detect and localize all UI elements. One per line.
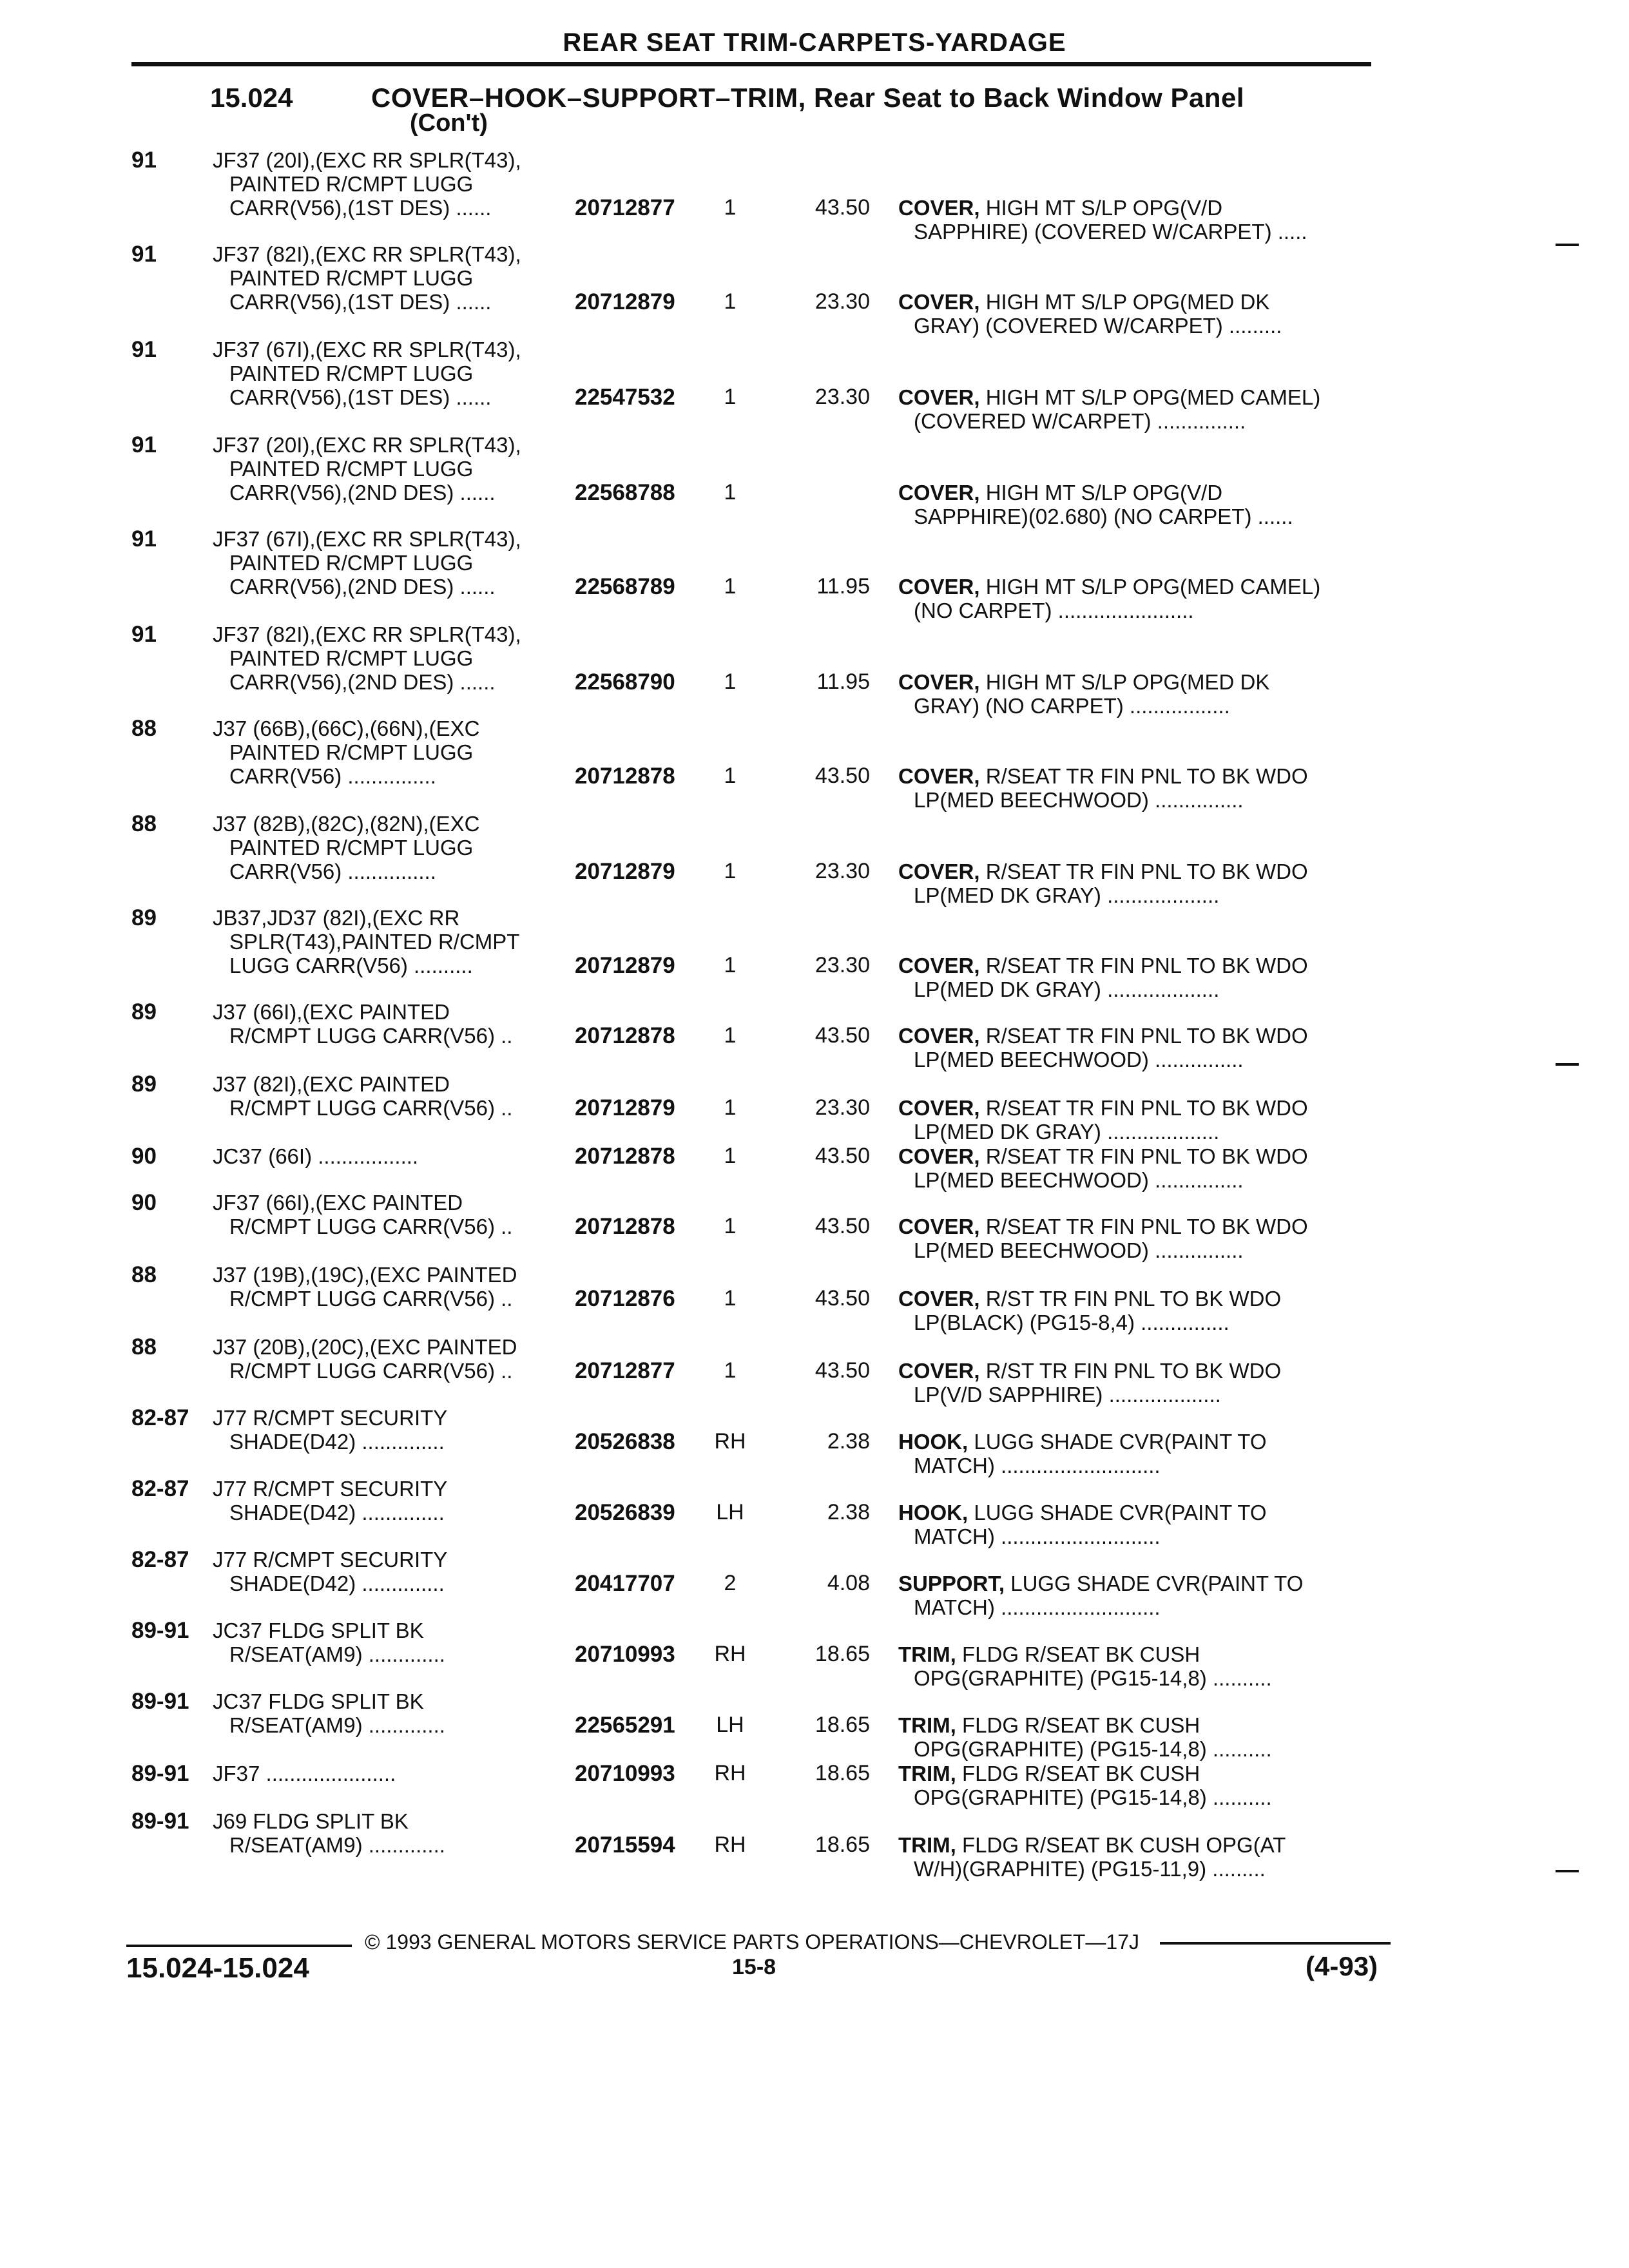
part-name-line: LP(V/D SAPPHIRE) ...................	[914, 1383, 1221, 1407]
part-number: 20710993	[575, 1761, 675, 1786]
part-name-text: LUGG SHADE CVR(PAINT TO	[974, 1430, 1267, 1454]
part-number: 22568789	[575, 574, 675, 599]
part-number: 22565291	[575, 1713, 675, 1738]
price: 23.30	[815, 289, 870, 314]
part-name-line: LP(MED BEECHWOOD) ...............	[914, 1048, 1244, 1072]
part-name-line: LP(MED DK GRAY) ...................	[914, 977, 1220, 1001]
description-line: J37 (19B),(19C),(EXC PAINTED	[213, 1263, 517, 1287]
part-name	[898, 1762, 1375, 1809]
price: 43.50	[815, 1023, 870, 1048]
description-line: PAINTED R/CMPT LUGG	[229, 836, 474, 860]
description-line: J77 R/CMPT SECURITY	[213, 1477, 448, 1501]
description-line: CARR(V56) ...............	[229, 764, 436, 788]
application-description	[213, 812, 574, 883]
price: 23.30	[815, 385, 870, 409]
part-name-line: GRAY) (NO CARPET) .................	[914, 694, 1230, 718]
part-name-text: R/SEAT TR FIN PNL TO BK WDO	[985, 1024, 1308, 1048]
quantity: 1	[724, 1358, 737, 1383]
part-name-line	[898, 1144, 1375, 1168]
description-line: JC37 FLDG SPLIT BK	[213, 1619, 424, 1642]
price: 23.30	[815, 953, 870, 977]
part-name-line: (NO CARPET) .......................	[914, 599, 1194, 622]
description-line: JF37 (82I),(EXC RR SPLR(T43),	[213, 242, 521, 266]
part-number: 22568788	[575, 480, 675, 505]
description-line: J77 R/CMPT SECURITY	[213, 1406, 448, 1430]
application-description	[213, 1144, 574, 1168]
footer-section-range: 15.024-15.024	[126, 1952, 309, 1984]
description-line: LUGG CARR(V56) ..........	[229, 954, 473, 977]
part-name	[898, 1215, 1375, 1262]
model-year: 88	[131, 811, 157, 836]
description-line: R/SEAT(AM9) .............	[229, 1833, 445, 1857]
quantity: RH	[714, 1429, 746, 1454]
footer-page-number: 15-8	[732, 1955, 776, 1979]
quantity: 1	[724, 480, 737, 505]
part-name-text: HIGH MT S/LP OPG(MED CAMEL)	[985, 385, 1321, 409]
part-name-text: R/SEAT TR FIN PNL TO BK WDO	[985, 954, 1308, 977]
part-number: 22568790	[575, 669, 675, 695]
part-name-keyword: HOOK,	[898, 1430, 969, 1454]
part-name-keyword: COVER,	[898, 1359, 980, 1383]
part-name	[898, 1833, 1375, 1881]
part-number: 20526838	[575, 1429, 675, 1454]
section-continued: (Con't)	[410, 110, 488, 137]
description-line: PAINTED R/CMPT LUGG	[229, 551, 474, 575]
model-year: 82-87	[131, 1405, 189, 1430]
description-line: JF37 (66I),(EXC PAINTED	[213, 1191, 463, 1215]
model-year: 88	[131, 1262, 157, 1287]
part-name-line	[898, 385, 1375, 409]
quantity: 1	[724, 195, 737, 220]
part-number: 20712879	[575, 1095, 675, 1120]
part-name-line	[898, 1833, 1375, 1857]
application-description	[213, 242, 574, 314]
application-description	[213, 1477, 574, 1524]
section-title: COVER–HOOK–SUPPORT–TRIM, Rear Seat to Back Window Panel	[371, 82, 1245, 113]
part-name-line	[898, 1571, 1375, 1595]
model-year: 91	[131, 622, 157, 647]
description-line: PAINTED R/CMPT LUGG	[229, 172, 474, 196]
part-name-line: OPG(GRAPHITE) (PG15-14,8) ..........	[914, 1785, 1272, 1809]
quantity: RH	[714, 1761, 746, 1785]
part-number: 20712878	[575, 1144, 675, 1169]
description-line: SPLR(T43),PAINTED R/CMPT	[229, 930, 520, 954]
quantity: 1	[724, 1214, 737, 1238]
part-number: 20715594	[575, 1832, 675, 1858]
description-line: CARR(V56),(2ND DES) ......	[229, 481, 496, 505]
part-name-text: FLDG R/SEAT BK CUSH	[962, 1642, 1200, 1666]
part-name-text: R/SEAT TR FIN PNL TO BK WDO	[985, 764, 1308, 788]
part-name	[898, 1430, 1375, 1477]
model-year: 91	[131, 242, 157, 267]
quantity: LH	[716, 1713, 744, 1737]
part-name-line: GRAY) (COVERED W/CARPET) .........	[914, 314, 1282, 338]
description-line: CARR(V56) ...............	[229, 860, 436, 883]
part-name	[898, 575, 1375, 622]
price: 4.08	[827, 1571, 870, 1595]
description-line: CARR(V56),(2ND DES) ......	[229, 670, 496, 694]
part-name-text: HIGH MT S/LP OPG(V/D	[985, 481, 1223, 505]
description-line: CARR(V56),(1ST DES) ......	[229, 196, 492, 220]
description-line: R/CMPT LUGG CARR(V56) ..	[229, 1287, 513, 1311]
part-name	[898, 1287, 1375, 1334]
model-year: 82-87	[131, 1476, 189, 1501]
application-description	[213, 1689, 574, 1737]
part-name-keyword: COVER,	[898, 290, 980, 314]
model-year: 91	[131, 337, 157, 362]
price: 43.50	[815, 1214, 870, 1238]
part-name-text: FLDG R/SEAT BK CUSH	[962, 1762, 1200, 1785]
part-name-line: MATCH) ...........................	[914, 1524, 1161, 1548]
part-name-line	[898, 860, 1375, 883]
description-line: J37 (66B),(66C),(66N),(EXC	[213, 716, 480, 740]
application-description	[213, 527, 574, 599]
description-line: J37 (82I),(EXC PAINTED	[213, 1072, 450, 1096]
part-name-keyword: COVER,	[898, 1096, 980, 1120]
description-line: J37 (20B),(20C),(EXC PAINTED	[213, 1335, 517, 1359]
part-name	[898, 481, 1375, 528]
price: 43.50	[815, 764, 870, 788]
part-name-keyword: COVER,	[898, 385, 980, 409]
application-description	[213, 906, 574, 977]
quantity: 1	[724, 1023, 737, 1048]
part-name-line: LP(MED DK GRAY) ...................	[914, 883, 1220, 907]
quantity: LH	[716, 1500, 744, 1524]
price: 11.95	[816, 574, 870, 599]
part-name	[898, 670, 1375, 718]
part-name-line	[898, 575, 1375, 599]
part-name-keyword: COVER,	[898, 1024, 980, 1048]
quantity: 1	[724, 385, 737, 409]
price: 23.30	[815, 859, 870, 883]
part-name-line	[898, 1359, 1375, 1383]
part-name-text: LUGG SHADE CVR(PAINT TO	[1010, 1571, 1304, 1595]
part-name	[898, 764, 1375, 812]
part-name-keyword: COVER,	[898, 670, 980, 694]
part-name-line: LP(BLACK) (PG15-8,4) ...............	[914, 1311, 1229, 1334]
model-year: 90	[131, 1190, 157, 1215]
part-number: 20712878	[575, 1214, 675, 1239]
description-line: JC37 (66I) .................	[213, 1144, 419, 1168]
part-name-text: R/ST TR FIN PNL TO BK WDO	[985, 1287, 1282, 1311]
price: 43.50	[815, 1144, 870, 1168]
description-line: J37 (66I),(EXC PAINTED	[213, 1000, 450, 1024]
part-name	[898, 954, 1375, 1001]
part-name-text: HIGH MT S/LP OPG(V/D	[985, 196, 1223, 220]
quantity: 1	[724, 669, 737, 694]
description-line: CARR(V56),(1ST DES) ......	[229, 385, 492, 409]
footer-date: (4-93)	[1306, 1951, 1378, 1981]
part-name-line	[898, 1713, 1375, 1737]
page-header-title: REAR SEAT TRIM-CARPETS-YARDAGE	[563, 28, 1066, 57]
part-name-line	[898, 481, 1375, 505]
part-name-line	[898, 670, 1375, 694]
description-line: PAINTED R/CMPT LUGG	[229, 457, 474, 481]
part-name	[898, 1501, 1375, 1548]
description-line: J77 R/CMPT SECURITY	[213, 1548, 448, 1571]
model-year: 91	[131, 148, 157, 173]
quantity: 1	[724, 1144, 737, 1168]
part-name-line	[898, 1096, 1375, 1120]
application-description	[213, 1619, 574, 1666]
part-name-line: SAPPHIRE)(02.680) (NO CARPET) ......	[914, 505, 1293, 528]
model-year: 89	[131, 905, 157, 930]
part-number: 20712877	[575, 1358, 675, 1383]
part-name-text: FLDG R/SEAT BK CUSH	[962, 1713, 1200, 1737]
part-name	[898, 385, 1375, 433]
footer-copyright: © 1993 GENERAL MOTORS SERVICE PARTS OPERATIONS—CHEVROLET—17J	[365, 1930, 1139, 1954]
part-name-text: FLDG R/SEAT BK CUSH OPG(AT	[962, 1833, 1286, 1857]
description-line: SHADE(D42) ..............	[229, 1430, 445, 1454]
part-name	[898, 290, 1375, 338]
part-name-line: MATCH) ...........................	[914, 1454, 1161, 1477]
quantity: 1	[724, 953, 737, 977]
part-name-line: OPG(GRAPHITE) (PG15-14,8) ..........	[914, 1666, 1272, 1690]
part-name-text: HIGH MT S/LP OPG(MED DK	[985, 670, 1270, 694]
section-number: 15.024	[210, 82, 293, 113]
part-name	[898, 196, 1375, 244]
application-description	[213, 1809, 574, 1857]
model-year: 88	[131, 1334, 157, 1360]
part-number: 20712879	[575, 953, 675, 978]
part-number: 20712877	[575, 195, 675, 220]
part-name-line: LP(MED BEECHWOOD) ...............	[914, 1238, 1244, 1262]
application-description	[213, 1406, 574, 1454]
part-name	[898, 1359, 1375, 1407]
price: 11.95	[816, 669, 870, 694]
application-description	[213, 1548, 574, 1595]
model-year: 89-91	[131, 1618, 189, 1643]
part-name	[898, 1571, 1375, 1619]
price: 43.50	[815, 1358, 870, 1383]
part-name-line	[898, 290, 1375, 314]
part-number: 20710993	[575, 1642, 675, 1667]
part-name-line	[898, 1215, 1375, 1238]
model-year: 89-91	[131, 1809, 189, 1834]
footer-rule-left	[126, 1945, 352, 1947]
quantity: 1	[724, 859, 737, 883]
part-name-line	[898, 764, 1375, 788]
model-year: 89	[131, 999, 157, 1024]
price: 18.65	[815, 1642, 870, 1666]
part-name	[898, 860, 1375, 907]
part-name-text: R/SEAT TR FIN PNL TO BK WDO	[985, 1096, 1308, 1120]
part-name-keyword: COVER,	[898, 860, 980, 883]
application-description	[213, 716, 574, 788]
description-line: JF37 ......................	[213, 1762, 396, 1785]
part-name-text: R/SEAT TR FIN PNL TO BK WDO	[985, 1144, 1308, 1168]
part-name-text: HIGH MT S/LP OPG(MED DK	[985, 290, 1270, 314]
application-description	[213, 622, 574, 694]
part-name-keyword: TRIM,	[898, 1642, 956, 1666]
part-name-line: LP(MED DK GRAY) ...................	[914, 1120, 1220, 1144]
part-name-line: OPG(GRAPHITE) (PG15-14,8) ..........	[914, 1737, 1272, 1761]
application-description	[213, 1000, 574, 1048]
description-line: JF37 (67I),(EXC RR SPLR(T43),	[213, 527, 521, 551]
application-description	[213, 1072, 574, 1120]
part-name	[898, 1642, 1375, 1690]
part-number: 20417707	[575, 1571, 675, 1596]
part-name-line: MATCH) ...........................	[914, 1595, 1161, 1619]
part-number: 20712879	[575, 859, 675, 884]
quantity: 1	[724, 574, 737, 599]
model-year: 89-91	[131, 1761, 189, 1786]
description-line: JF37 (67I),(EXC RR SPLR(T43),	[213, 338, 521, 361]
footer-rule-right	[1160, 1942, 1391, 1945]
model-year: 89-91	[131, 1689, 189, 1714]
description-line: JF37 (20I),(EXC RR SPLR(T43),	[213, 433, 521, 457]
part-name-keyword: TRIM,	[898, 1762, 956, 1785]
part-name-keyword: HOOK,	[898, 1501, 969, 1524]
price: 18.65	[815, 1713, 870, 1737]
description-line: PAINTED R/CMPT LUGG	[229, 361, 474, 385]
description-line: R/CMPT LUGG CARR(V56) ..	[229, 1024, 513, 1048]
part-name	[898, 1024, 1375, 1072]
part-name-line	[898, 1501, 1375, 1524]
part-name-line	[898, 1287, 1375, 1311]
quantity: 1	[724, 1095, 737, 1120]
part-name-keyword: COVER,	[898, 1287, 980, 1311]
description-line: R/CMPT LUGG CARR(V56) ..	[229, 1359, 513, 1383]
description-line: JB37,JD37 (82I),(EXC RR	[213, 906, 460, 930]
application-description	[213, 1762, 574, 1785]
application-description	[213, 148, 574, 220]
description-line: PAINTED R/CMPT LUGG	[229, 740, 474, 764]
quantity: RH	[714, 1642, 746, 1666]
application-description	[213, 1263, 574, 1311]
description-line: R/CMPT LUGG CARR(V56) ..	[229, 1096, 513, 1120]
part-name-line	[898, 196, 1375, 220]
part-name-keyword: SUPPORT,	[898, 1571, 1005, 1595]
price: 2.38	[827, 1429, 870, 1454]
price: 18.65	[815, 1761, 870, 1785]
part-name-line: LP(MED BEECHWOOD) ...............	[914, 788, 1244, 812]
quantity: 2	[724, 1571, 737, 1595]
part-name-keyword: COVER,	[898, 954, 980, 977]
model-year: 89	[131, 1072, 157, 1097]
model-year: 82-87	[131, 1547, 189, 1572]
description-line: SHADE(D42) ..............	[229, 1571, 445, 1595]
part-name-keyword: TRIM,	[898, 1713, 956, 1737]
price: 18.65	[815, 1832, 870, 1857]
part-name	[898, 1096, 1375, 1144]
quantity: 1	[724, 1286, 737, 1311]
model-year: 88	[131, 716, 157, 741]
model-year: 90	[131, 1144, 157, 1169]
margin-mark	[1556, 1063, 1579, 1066]
price: 23.30	[815, 1095, 870, 1120]
part-name-text: R/ST TR FIN PNL TO BK WDO	[985, 1359, 1282, 1383]
part-name-keyword: COVER,	[898, 1144, 980, 1168]
part-name-keyword: COVER,	[898, 196, 980, 220]
part-number: 20712876	[575, 1286, 675, 1311]
part-name-text: R/SEAT TR FIN PNL TO BK WDO	[985, 860, 1308, 883]
description-line: R/CMPT LUGG CARR(V56) ..	[229, 1215, 513, 1238]
description-line: JF37 (20I),(EXC RR SPLR(T43),	[213, 148, 521, 172]
description-line: JF37 (82I),(EXC RR SPLR(T43),	[213, 622, 521, 646]
application-description	[213, 1191, 574, 1238]
part-name-keyword: COVER,	[898, 1215, 980, 1238]
part-name-line: SAPPHIRE) (COVERED W/CARPET) .....	[914, 220, 1307, 244]
model-year: 91	[131, 432, 157, 457]
part-name-text: HIGH MT S/LP OPG(MED CAMEL)	[985, 575, 1321, 599]
description-line: J37 (82B),(82C),(82N),(EXC	[213, 812, 480, 836]
margin-mark	[1556, 1870, 1579, 1872]
application-description	[213, 1335, 574, 1383]
part-name-text: R/SEAT TR FIN PNL TO BK WDO	[985, 1215, 1308, 1238]
part-name-text: LUGG SHADE CVR(PAINT TO	[974, 1501, 1267, 1524]
part-number: 20712878	[575, 1023, 675, 1048]
quantity: 1	[724, 289, 737, 314]
part-name-line	[898, 954, 1375, 977]
description-line: R/SEAT(AM9) .............	[229, 1642, 445, 1666]
description-line: J69 FLDG SPLIT BK	[213, 1809, 409, 1833]
quantity: RH	[714, 1832, 746, 1857]
part-name-line	[898, 1762, 1375, 1785]
description-line: R/SEAT(AM9) .............	[229, 1713, 445, 1737]
description-line: CARR(V56),(2ND DES) ......	[229, 575, 496, 599]
description-line: PAINTED R/CMPT LUGG	[229, 646, 474, 670]
part-name	[898, 1144, 1375, 1192]
part-name-line	[898, 1024, 1375, 1048]
application-description	[213, 338, 574, 409]
part-name-line: LP(MED BEECHWOOD) ...............	[914, 1168, 1244, 1192]
price: 43.50	[815, 195, 870, 220]
part-name	[898, 1713, 1375, 1761]
margin-mark	[1556, 244, 1579, 246]
description-line: CARR(V56),(1ST DES) ......	[229, 290, 492, 314]
part-number: 20712879	[575, 289, 675, 314]
part-name-keyword: COVER,	[898, 481, 980, 505]
part-name-keyword: COVER,	[898, 575, 980, 599]
part-name-keyword: TRIM,	[898, 1833, 956, 1857]
part-number: 20712878	[575, 764, 675, 789]
part-name-line: (COVERED W/CARPET) ...............	[914, 409, 1246, 433]
description-line: PAINTED R/CMPT LUGG	[229, 266, 474, 290]
part-number: 22547532	[575, 385, 675, 410]
part-name-line	[898, 1642, 1375, 1666]
part-number: 20526839	[575, 1500, 675, 1525]
header-rule	[131, 62, 1371, 66]
price: 43.50	[815, 1286, 870, 1311]
application-description	[213, 433, 574, 505]
part-name-line: W/H)(GRAPHITE) (PG15-11,9) .........	[914, 1857, 1266, 1881]
quantity: 1	[724, 764, 737, 788]
price: 2.38	[827, 1500, 870, 1524]
model-year: 91	[131, 526, 157, 552]
description-line: JC37 FLDG SPLIT BK	[213, 1689, 424, 1713]
part-name-keyword: COVER,	[898, 764, 980, 788]
part-name-line	[898, 1430, 1375, 1454]
description-line: SHADE(D42) ..............	[229, 1501, 445, 1524]
